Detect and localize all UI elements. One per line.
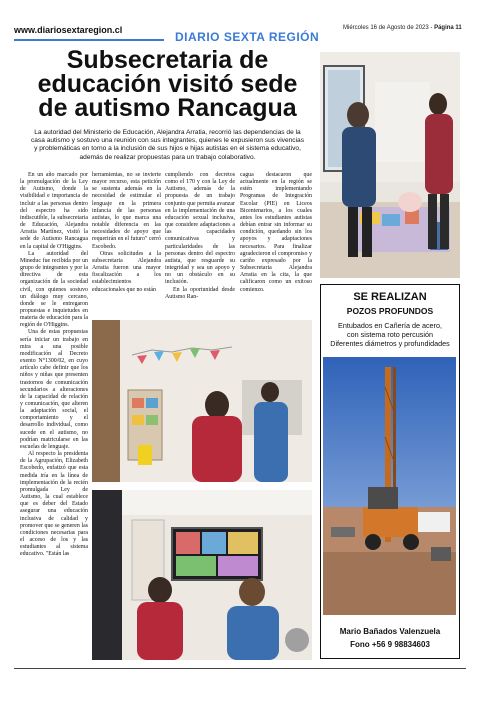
headline-line-2: educación visitó sede: [37, 70, 298, 98]
article-lead: La autoridad del Ministerio de Educación, Alejandra Arratia, recorrió las dependencias de la casa autismo y sostuvo una reunión con sus integrantes, quienes le expusieron sus vivencias y problemáticas en torno a la inclusión de sus hijos e hijas autistas en el sistema educativo, además de realizar propuestas para un trabajo colaborativo.: [30, 129, 305, 161]
photo-visit-room: [320, 52, 460, 278]
article-column-2: [92, 172, 161, 294]
ad-description: [321, 321, 459, 348]
date-page-line: [343, 25, 462, 31]
photo-visit-playroom: [92, 320, 312, 482]
ad-deep-wells: [320, 284, 460, 659]
newspaper-brand: DIARIO SEXTA REGIÓN: [175, 30, 320, 44]
article-column-4: [240, 172, 312, 294]
col3-paragraph-1: cumpliendo con decretos como el 170 y con la Ley de Autismo, además de la propuesta de un trabajo conjunto que permita avanzar en la implementación de una educación sexual inclusiva, que considere adaptaciones a las capacidades comunicativas y particularidades de las personas dentro del espectro autista, que resguarde su integridad y sea un apoyo y no un obstáculo en su inclusión.: [165, 172, 235, 286]
col2-paragraph-1: herramientas, no se invierte mayor recurso, esta petición se sustenta además en la necesidad de estimular el lenguaje en la primera infancia de las personas autistas, lo que marca una notable diferencia en las necesidades de apoyo que requerirán en el futuro" cerró Escobedo.: [92, 172, 161, 250]
article-column-1: [20, 172, 88, 558]
ad-contact-phone[interactable]: Fono +56 9 98834603: [350, 640, 430, 649]
col1-paragraph-2: La autoridad del Mineduc fue recibida por un grupo de integrantes y por la directiva de esta organización de la sociedad civil, con quienes sostuvo un diálogo muy cercano, donde se le entregaron propuestas e inquietudes en materia de educación para la región de O'Higgins.: [20, 250, 88, 329]
col2-paragraph-2: Otras solicitudes a la subsecretaria Alejandra Arratia fueron una mayor fiscalización a los establecimientos educacionales que no están: [92, 250, 161, 293]
ad-title-line-1: SE REALIZAN: [353, 291, 427, 303]
page-bottom-rule: [14, 668, 466, 669]
col1-paragraph-3: Una de estas propuestas sería iniciar un trabajo en mira a una posible modificación al Decreto exento N°1300/02, en cuyo artículo cabe definir que los niños y niñas que presenten trastornos de comunicación secundarios a alteraciones de la capacidad de relación y comunicación, que alteren la adaptación social, el comportamiento y el desarrollo individual, como sucede en el autismo, no podrían matricularse en las escuelas de lenguaje.: [20, 329, 88, 450]
photo-visit-playroom-image: [92, 320, 312, 482]
header-rule: [14, 39, 164, 41]
article-column-3: [165, 172, 235, 301]
ad-line-3: Diferentes diámetros y profundidades: [330, 339, 450, 348]
photo-meeting-room-image: [92, 490, 312, 660]
col1-paragraph-1: En un año marcado por la promulgación de la Ley de Autismo, donde la visibilidad e importancia de incluir a las personas dentro del espectro ha sido indiscutible, la subsecretaria de Educación, Alejandra Arratia Martínez, visitó la sede de Autismo Rancagua en la capital de O'Higgins.: [20, 172, 88, 250]
ad-title-line-2: POZOS PROFUNDOS: [346, 306, 434, 316]
ad-line-1: Entubados en Cañería de acero,: [338, 321, 442, 330]
ad-drilling-rig-photo: [323, 357, 456, 615]
site-url[interactable]: www.diariosextaregion.cl: [14, 25, 123, 35]
photo-meeting-room: [92, 490, 312, 660]
photo-visit-room-image: [320, 52, 460, 278]
page-number: Página 11: [434, 25, 462, 31]
issue-date: Miércoles 16 de Agosto de 2023 -: [343, 25, 435, 31]
col4-paragraph-1: cagua destacaron que actualmente en la región se estén implementando Programas de Integración Escolar (PIE) en Liceos Bicentenarios, a los cuales antes los estudiantes autistas debían entrar sin informar su condición, quedando sin los apoyos y adaptaciones necesarios. Para finalizar agradecieron el compromiso y cariño expresado por la Subsecretaria Alejandra Arratia en la cita, la que calificaron como un exitoso comienzo.: [240, 172, 312, 293]
ad-contact-name: Mario Bañados Valenzuela: [339, 627, 441, 636]
col3-paragraph-2: En la oportunidad desde Autismo Ran-: [165, 286, 235, 300]
ad-drilling-rig-image: [323, 357, 456, 615]
col1-paragraph-4: Al respecto la presidenta de la Agrupación, Elizabeth Escobedo, enfatizó que esta medida iría en la línea de implementación de la recién promulgada Ley de Autismo, la cual establece que es deber del Estado asegurar una educación inclusiva de calidad y promover que se generen las condiciones necesarias para el acceso de los y las estudiantes al sistema educativo. "Están las: [20, 451, 88, 558]
headline-line-3: de autismo Rancagua: [38, 94, 297, 122]
article-headline: [20, 48, 315, 120]
ad-line-2: con sistema roto percusión: [347, 330, 433, 339]
headline-line-1: Subsecretaria de: [66, 46, 269, 74]
